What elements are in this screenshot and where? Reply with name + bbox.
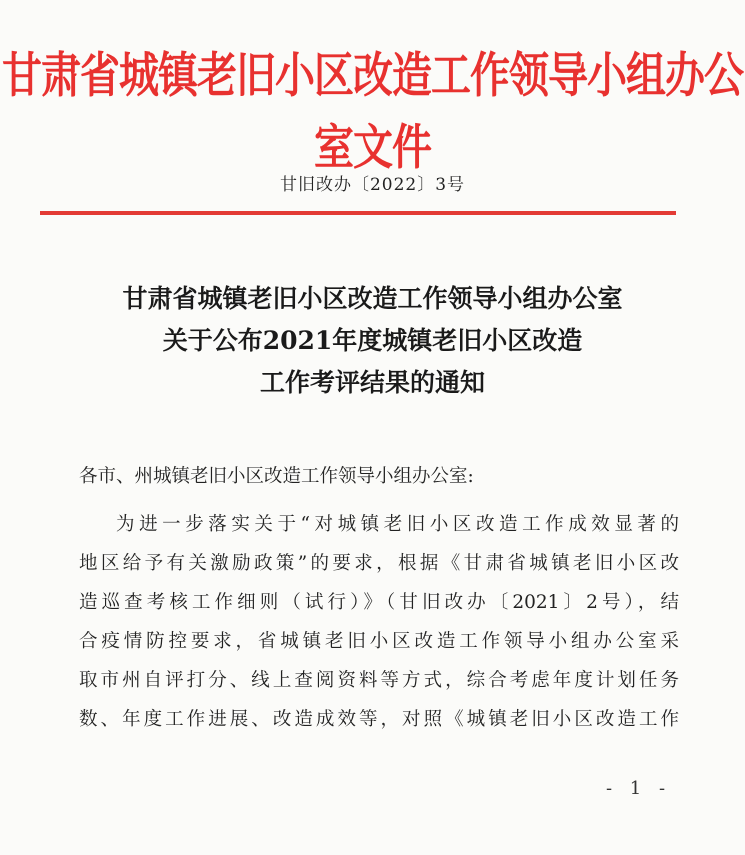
document-number: 甘旧改办〔2022〕3号 <box>279 175 466 195</box>
body-line: 造巡查考核工作细则（试行）》（甘旧改办〔2021〕2号），结 <box>79 592 679 613</box>
title-line-2: 关于公布2021年度城镇老旧小区改造 <box>162 326 583 355</box>
body-line: 为进一步落实关于“对城镇老旧小区改造工作成效显著的 <box>116 514 679 535</box>
document-title <box>0 278 745 404</box>
body-line: 数、年度工作进展、改造成效等，对照《城镇老旧小区改造工作 <box>79 709 679 730</box>
issuer-header: 甘肃省城镇老旧小区改造工作领导小组办公室文件 <box>2 48 743 176</box>
title-line-1: 甘肃省城镇老旧小区改造工作领导小组办公室 <box>122 284 623 313</box>
body-line: 合疫情防控要求，省城镇老旧小区改造工作领导小组办公室采 <box>79 631 679 652</box>
title-line-3: 工作考评结果的通知 <box>259 368 485 397</box>
red-divider-rule <box>40 211 676 215</box>
body-line: 取市州自评打分、线上查阅资料等方式，综合考虑年度计划任务 <box>79 670 679 691</box>
body-paragraph <box>79 505 679 739</box>
page-number: - 1 - <box>606 778 672 799</box>
body-line: 地区给予有关激励政策”的要求，根据《甘肃省城镇老旧小区改 <box>79 553 679 574</box>
salutation: 各市、州城镇老旧小区改造工作领导小组办公室: <box>79 466 474 487</box>
